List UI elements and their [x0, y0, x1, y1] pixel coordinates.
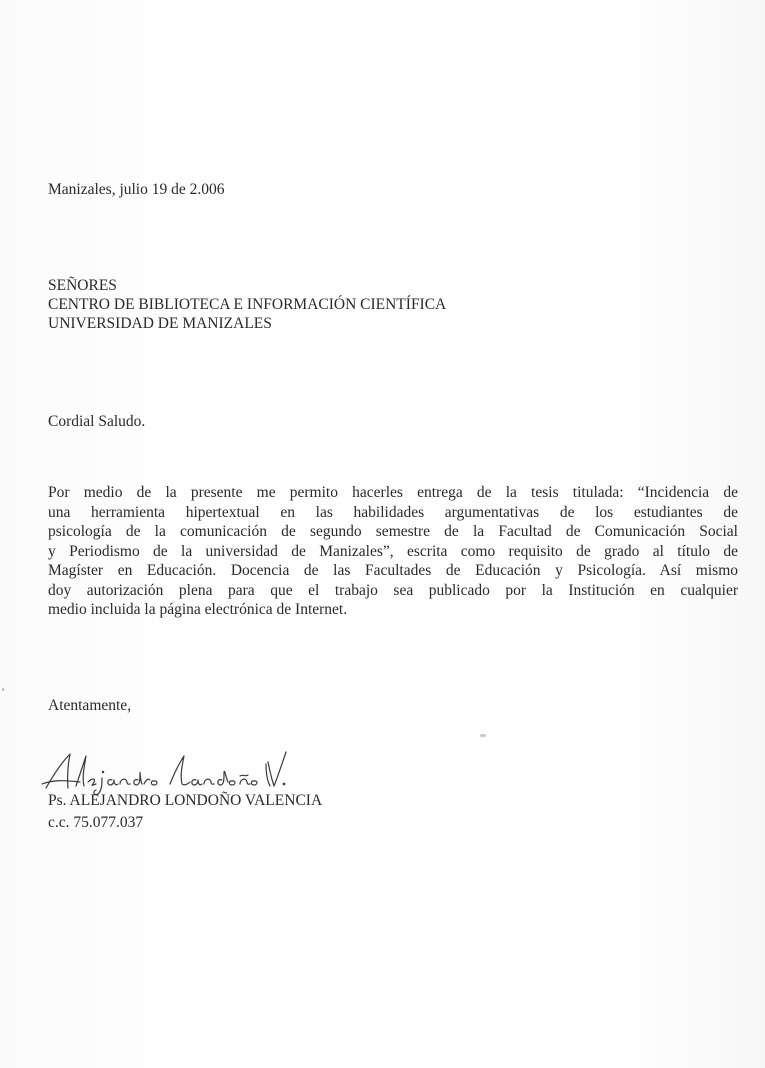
- closing: Atentamente,: [48, 697, 132, 714]
- recipient-line-3: UNIVERSIDAD DE MANIZALES: [48, 315, 272, 332]
- recipient-line-2: CENTRO DE BIBLIOTECA E INFORMACIÓN CIENTÍFICA: [48, 296, 447, 313]
- signer-id: c.c. 75.077.037: [48, 814, 144, 831]
- letter-date: Manizales, julio 19 de 2.006: [48, 181, 225, 198]
- signer-name: Ps. ALEJANDRO LONDOÑO VALENCIA: [48, 792, 323, 809]
- recipient-line-1: SEÑORES: [48, 277, 117, 294]
- scan-speck: [2, 688, 4, 691]
- greeting: Cordial Saludo.: [48, 413, 146, 430]
- body-line: Por medio de la presente me permito hacerles entrega de la tesis titulada: “Incidencia de: [48, 484, 738, 501]
- body-line: doy autorización plena para que el trabajo sea publicado por la Institución en cualquier: [48, 581, 738, 599]
- letter-body: [48, 483, 738, 620]
- body-line: una herramienta hipertextual en las habilidades argumentativas de los estudiantes de: [48, 503, 738, 521]
- body-line: medio incluida la página electrónica de Internet.: [48, 601, 348, 618]
- scan-speck: [480, 734, 486, 737]
- body-line: y Periodismo de la universidad de Manizales”, escrita como requisito de grado al título de: [48, 542, 738, 560]
- body-line: psicología de la comunicación de segundo semestre de la Facultad de Comunicación Social: [48, 523, 738, 540]
- body-line: Magíster en Educación. Docencia de las Facultades de Educación y Psicología. Así mismo: [48, 562, 738, 579]
- handwritten-signature: [40, 744, 300, 796]
